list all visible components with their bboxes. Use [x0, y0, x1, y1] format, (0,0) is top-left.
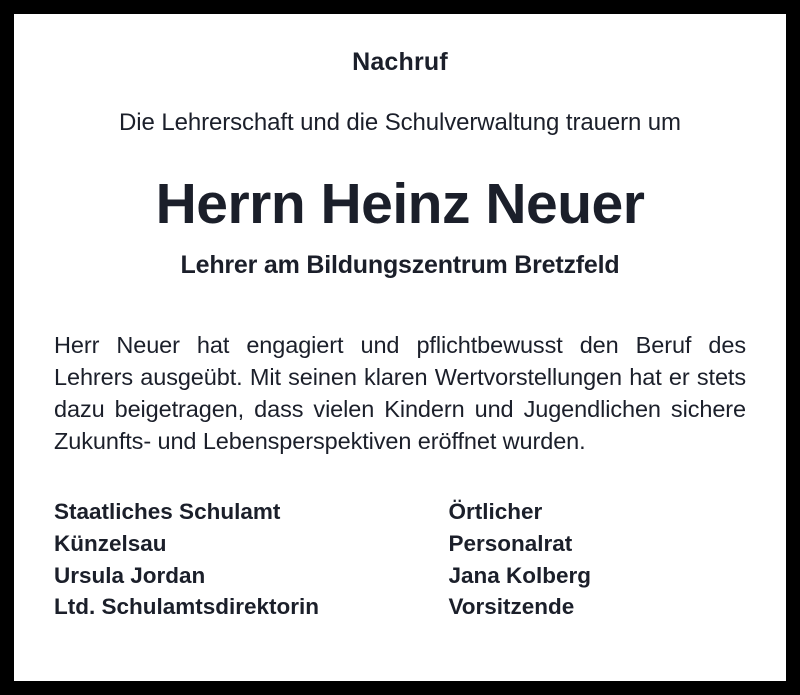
signature-right-line-2: Personalrat — [448, 530, 573, 556]
notice-intro: Die Lehrerschaft und die Schulverwaltung trauern um — [119, 109, 681, 136]
signature-left-line-2: Künzelsau — [54, 530, 167, 556]
signature-right-line-1: Örtlicher — [448, 498, 543, 524]
signature-left-line-3: Ursula Jordan — [54, 562, 206, 588]
deceased-name: Herrn Heinz Neuer — [155, 172, 645, 236]
notice-body-text: Herr Neuer hat engagiert und pflichtbewusst den Beruf des Lehrers ausgeübt. Mit seinen klaren Wertvorstellungen hat er stets dazu beigetragen, dass vielen Kindern und Jugendlichen sichere Zukunfts- und Lebensperspektiven eröffnet wurden. — [54, 331, 746, 454]
signature-right-line-4: Vorsitzende — [448, 594, 575, 620]
signature-column-right — [448, 496, 746, 624]
notice-heading: Nachruf — [352, 48, 448, 76]
signature-left-line-4: Ltd. Schulamtsdirektorin — [54, 594, 320, 620]
signature-left-line-1: Staatliches Schulamt — [54, 498, 281, 524]
signature-block — [54, 496, 746, 624]
signature-right-line-3: Jana Kolberg — [448, 562, 591, 588]
deceased-role: Lehrer am Bildungszentrum Bretzfeld — [180, 250, 620, 279]
signature-column-left — [54, 496, 448, 624]
